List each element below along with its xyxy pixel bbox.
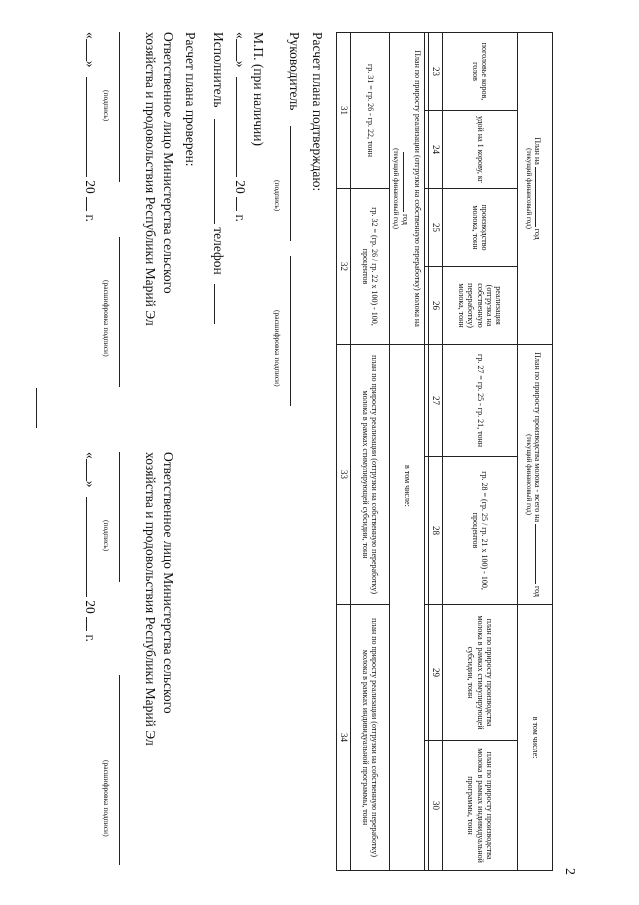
col-label-24: удой на 1 корову, кг [443, 111, 518, 189]
left-signature-lines [114, 32, 132, 387]
col-label-25: производство молока, тонн [443, 189, 518, 267]
head-label: Руководитель [287, 32, 302, 111]
col-label-32: гр. 32 = (гр. 26 / гр. 22 x 100) - 100, процентов [351, 189, 390, 345]
executor-label: Исполнитель [211, 32, 226, 108]
col-label-27: гр. 27 = гр. 25 - гр. 21, тонн [443, 345, 518, 457]
sales-increase-header: План по приросту реализации (отгрузки на собственную переработку) молока на год (текущий финансовый год) [390, 33, 425, 345]
col-number-27: 27 [429, 345, 443, 457]
plan-increase-header: План по приросту производства молока - всего на год (текущий финансовый год) [518, 345, 553, 605]
col-number-26: 26 [429, 267, 443, 345]
col-number-23: 23 [429, 33, 443, 111]
col-number-33: 33 [337, 345, 351, 605]
short-rule [31, 388, 49, 428]
col-label-30: план по приросту производства молока в рамках индивидуальной программы, тонн [443, 741, 518, 871]
plan-checked-label: Расчет плана проверен: [183, 32, 198, 167]
col-number-25: 25 [429, 189, 443, 267]
page-number: 2 [562, 868, 577, 875]
col-label-28: гр. 28 = (гр. 25 / гр. 21 x 100) - 100, процентов [443, 457, 518, 605]
head-signature-row [285, 32, 303, 406]
executor-row [209, 32, 227, 324]
col-label-29: план по приросту производства молока в рамках стимулирующей субсидии, тонн [443, 605, 518, 741]
left-date-row: «» 20 г. [83, 32, 98, 222]
plan-table [336, 32, 553, 871]
head-signature-caption: (подпись) [273, 180, 282, 212]
col-label-23: поголовье коров, голов [443, 33, 518, 111]
responsible-right-line2: хозяйства и продовольствия Республики Марий Эл [143, 452, 158, 746]
left-signature-caption: (подпись) [102, 90, 111, 122]
col-number-34: 34 [337, 605, 351, 871]
sales-including-header: в том числе: [390, 345, 425, 871]
phone-label: телефон [211, 227, 226, 275]
responsible-left-line1: Ответственное лицо Министерства сельского [161, 32, 176, 294]
right-date-row: «» 20 г. [83, 452, 98, 642]
col-label-34: план по приросту реализации (отгрузки на собственную переработку) молока в рамках индивидуальной программы, тонн [351, 605, 390, 871]
including-header: в том числе: [518, 605, 553, 871]
col-label-33: план по приросту реализации (отгрузки на собственную переработку) молока в рамках стимулирующей субсидии, тонн [351, 345, 390, 605]
responsible-left-line2: хозяйства и продовольствия Республики Марий Эл [143, 32, 158, 326]
col-label-26: реализация (отгрузка на собственную переработку) молока, тонн [443, 267, 518, 345]
col-number-29: 29 [429, 605, 443, 741]
left-decoding-caption: (расшифровка подписи) [102, 280, 111, 357]
col-label-31: гр. 31 = гр. 26 - гр. 22, тонн [351, 33, 390, 189]
plan-year-header: План на год (текущий финансовый год) [518, 33, 553, 345]
head-decoding-caption: (расшифровка подписи) [273, 310, 282, 387]
col-number-28: 28 [429, 457, 443, 605]
head-date-row: «» 20 г. [233, 32, 248, 222]
right-signature-lines [114, 452, 132, 865]
stamp-label: М.П. (при наличии) [251, 32, 266, 146]
col-number-32: 32 [337, 189, 351, 345]
col-number-30: 30 [429, 741, 443, 871]
right-signature-caption: (подпись) [102, 520, 111, 552]
col-number-24: 24 [429, 111, 443, 189]
responsible-right-line1: Ответственное лицо Министерства сельского [161, 452, 176, 714]
col-number-31: 31 [337, 33, 351, 189]
right-decoding-caption: (расшифровка подписи) [102, 760, 111, 837]
plan-confirmed-label: Расчет плана подтверждаю: [310, 32, 325, 192]
